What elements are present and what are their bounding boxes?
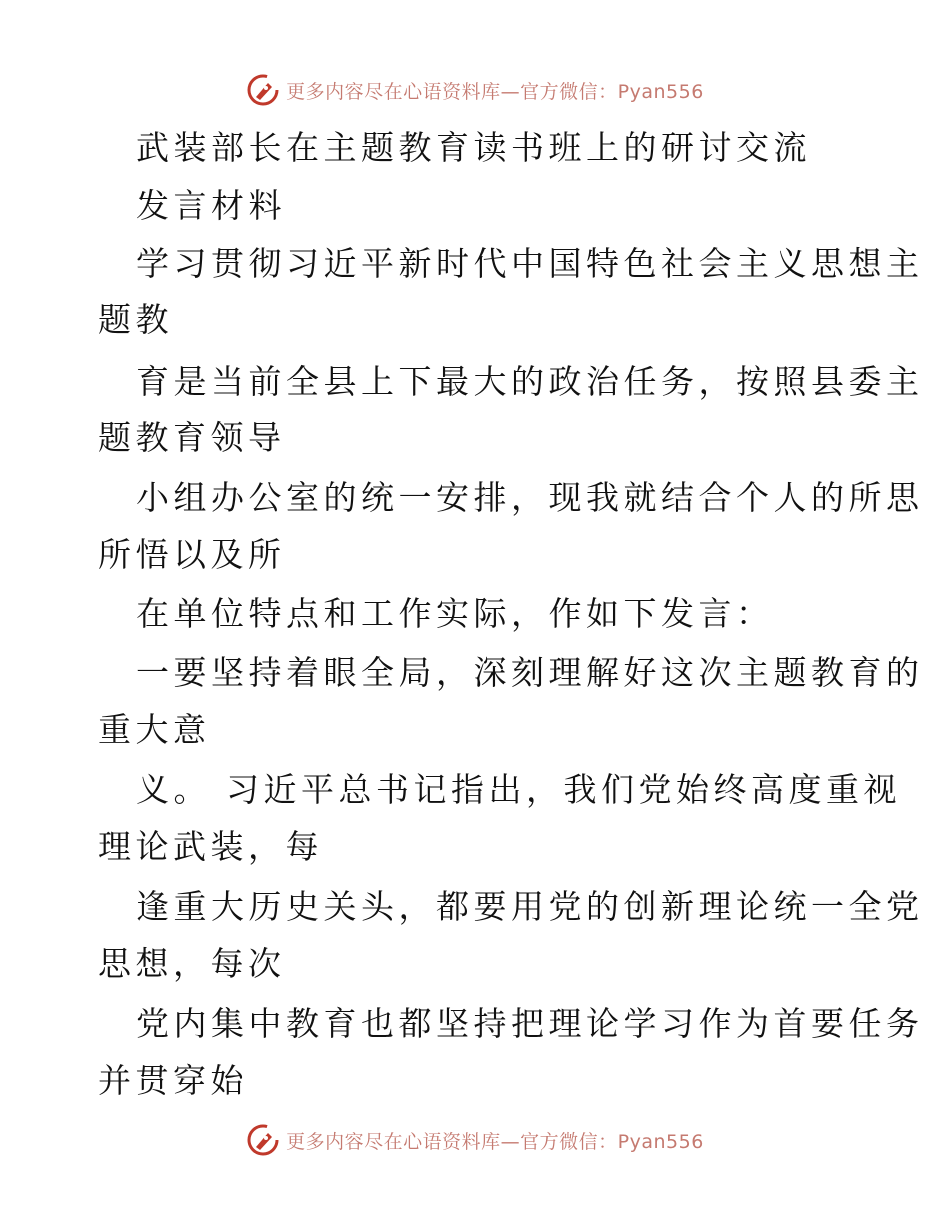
paragraph-line: 逢重大历史关头，都要用党的创新理论统一全党 xyxy=(136,887,924,926)
watermark-text: 更多内容尽在心语资料库—官方微信：Pyan556 xyxy=(286,80,704,103)
paragraph-line: 义。 习近平总书记指出，我们党始终高度重视 xyxy=(136,770,901,809)
paragraph-line: 所悟以及所 xyxy=(98,535,286,574)
pen-nib-logo-icon xyxy=(246,73,280,107)
paragraph-line: 小组办公室的统一安排，现我就结合个人的所思 xyxy=(136,478,924,517)
paragraph-line: 题教 xyxy=(98,300,173,339)
paragraph-line: 并贯穿始 xyxy=(98,1061,248,1100)
paragraph-line: 重大意 xyxy=(98,710,211,749)
header-watermark-banner xyxy=(0,70,950,110)
paragraph-line: 党内集中教育也都坚持把理论学习作为首要任务 xyxy=(136,1004,924,1043)
footer-watermark-banner xyxy=(0,1120,950,1160)
paragraph-line: 在单位特点和工作实际，作如下发言： xyxy=(136,594,774,633)
paragraph-line: 育是当前全县上下最大的政治任务，按照县委主 xyxy=(136,362,924,401)
paragraph-line: 一要坚持着眼全局，深刻理解好这次主题教育的 xyxy=(136,653,924,692)
paragraph-line: 思想，每次 xyxy=(98,944,286,983)
document-title-line-2: 发言材料 xyxy=(136,186,286,225)
watermark-text: 更多内容尽在心语资料库—官方微信：Pyan556 xyxy=(286,1130,704,1153)
paragraph-line: 理论武装，每 xyxy=(98,827,323,866)
document-title-line-1: 武装部长在主题教育读书班上的研讨交流 xyxy=(136,128,811,167)
paragraph-line: 题教育领导 xyxy=(98,418,286,457)
paragraph-line: 学习贯彻习近平新时代中国特色社会主义思想主 xyxy=(136,244,924,283)
pen-nib-logo-icon xyxy=(246,1123,280,1157)
